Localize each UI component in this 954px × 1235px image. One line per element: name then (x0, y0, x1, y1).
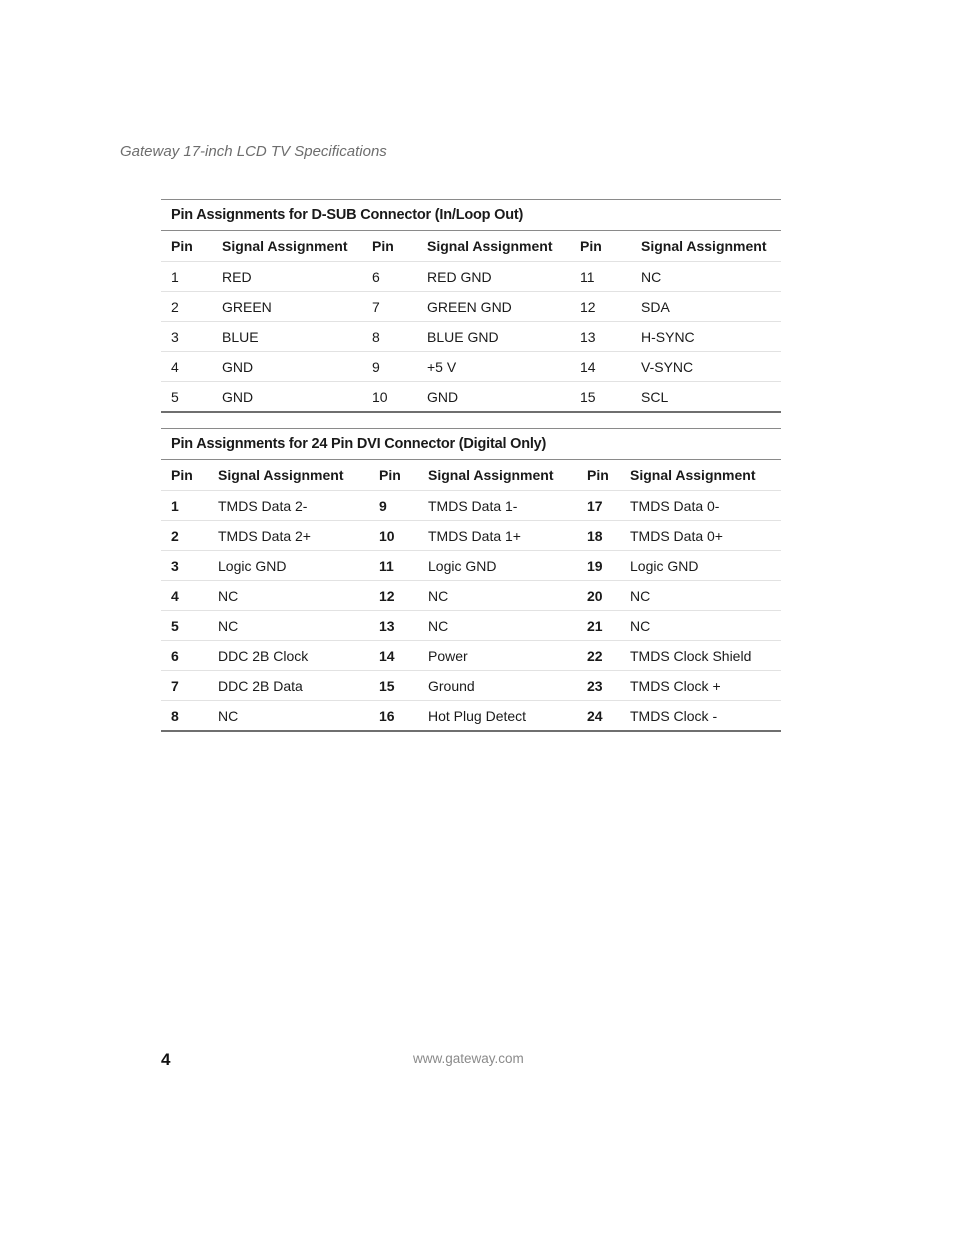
signal-assignment-cell: SDA (631, 292, 781, 322)
table-row (161, 322, 781, 352)
signal-assignment-cell: TMDS Data 0+ (620, 521, 781, 551)
pin-number-cell: 10 (369, 521, 418, 551)
signal-assignment-cell: BLUE GND (417, 322, 570, 352)
column-header: Signal Assignment (620, 460, 781, 491)
signal-assignment-cell: GREEN (212, 292, 362, 322)
signal-assignment-cell: GND (417, 382, 570, 413)
column-header: Pin (577, 460, 620, 491)
dsub-pin-table (161, 199, 781, 413)
dvi-header-row (161, 460, 781, 491)
signal-assignment-cell: TMDS Data 0- (620, 491, 781, 521)
page-number: 4 (161, 1050, 171, 1069)
table-row (161, 671, 781, 701)
signal-assignment-cell: BLUE (212, 322, 362, 352)
table-row (161, 521, 781, 551)
signal-assignment-cell: Ground (418, 671, 577, 701)
signal-assignment-cell: NC (418, 581, 577, 611)
pin-number-cell: 22 (577, 641, 620, 671)
signal-assignment-cell: GREEN GND (417, 292, 570, 322)
pin-number-cell: 10 (362, 382, 417, 413)
pin-number-cell: 16 (369, 701, 418, 732)
pin-number-cell: 7 (161, 671, 208, 701)
pin-number-cell: 13 (369, 611, 418, 641)
pin-number-cell: 14 (570, 352, 631, 382)
table-row (161, 551, 781, 581)
pin-number-cell: 23 (577, 671, 620, 701)
signal-assignment-cell: TMDS Clock + (620, 671, 781, 701)
table-row (161, 611, 781, 641)
dsub-header-row (161, 231, 781, 262)
pin-number-cell: 17 (577, 491, 620, 521)
column-header: Pin (161, 460, 208, 491)
column-header: Pin (570, 231, 631, 262)
table-row (161, 262, 781, 292)
dvi-pin-table (161, 428, 781, 732)
pin-number-cell: 11 (369, 551, 418, 581)
signal-assignment-cell: SCL (631, 382, 781, 413)
signal-assignment-cell: NC (620, 581, 781, 611)
column-header: Signal Assignment (418, 460, 577, 491)
signal-assignment-cell: Power (418, 641, 577, 671)
footer-url: www.gateway.com (413, 1051, 524, 1066)
pin-number-cell: 11 (570, 262, 631, 292)
signal-assignment-cell: +5 V (417, 352, 570, 382)
pin-number-cell: 1 (161, 262, 212, 292)
signal-assignment-cell: V-SYNC (631, 352, 781, 382)
column-header: Signal Assignment (212, 231, 362, 262)
pin-number-cell: 2 (161, 292, 212, 322)
pin-number-cell: 1 (161, 491, 208, 521)
pin-number-cell: 6 (161, 641, 208, 671)
signal-assignment-cell: NC (208, 581, 369, 611)
pin-number-cell: 24 (577, 701, 620, 732)
pin-number-cell: 12 (570, 292, 631, 322)
pin-number-cell: 2 (161, 521, 208, 551)
signal-assignment-cell: NC (631, 262, 781, 292)
signal-assignment-cell: RED GND (417, 262, 570, 292)
signal-assignment-cell: TMDS Data 2+ (208, 521, 369, 551)
signal-assignment-cell: NC (208, 611, 369, 641)
pin-number-cell: 5 (161, 382, 212, 413)
signal-assignment-cell: Logic GND (620, 551, 781, 581)
dsub-table-title: Pin Assignments for D-SUB Connector (In/Loop Out) (161, 200, 781, 231)
pin-number-cell: 6 (362, 262, 417, 292)
pin-number-cell: 21 (577, 611, 620, 641)
pin-number-cell: 14 (369, 641, 418, 671)
running-header: Gateway 17-inch LCD TV Specifications (120, 143, 387, 160)
signal-assignment-cell: GND (212, 382, 362, 413)
signal-assignment-cell: TMDS Clock Shield (620, 641, 781, 671)
table-row (161, 491, 781, 521)
pin-number-cell: 7 (362, 292, 417, 322)
dvi-table-body (161, 491, 781, 732)
signal-assignment-cell: TMDS Data 1- (418, 491, 577, 521)
pin-number-cell: 15 (369, 671, 418, 701)
signal-assignment-cell: TMDS Data 1+ (418, 521, 577, 551)
pin-number-cell: 3 (161, 551, 208, 581)
signal-assignment-cell: TMDS Clock - (620, 701, 781, 732)
column-header: Signal Assignment (631, 231, 781, 262)
signal-assignment-cell: DDC 2B Data (208, 671, 369, 701)
dsub-table-body (161, 262, 781, 413)
signal-assignment-cell: DDC 2B Clock (208, 641, 369, 671)
table-row (161, 292, 781, 322)
signal-assignment-cell: H-SYNC (631, 322, 781, 352)
table-row (161, 382, 781, 413)
signal-assignment-cell: Hot Plug Detect (418, 701, 577, 732)
column-header: Pin (161, 231, 212, 262)
dvi-table-title: Pin Assignments for 24 Pin DVI Connector (Digital Only) (161, 429, 781, 460)
pin-number-cell: 12 (369, 581, 418, 611)
pin-number-cell: 19 (577, 551, 620, 581)
signal-assignment-cell: NC (208, 701, 369, 732)
pin-number-cell: 9 (369, 491, 418, 521)
column-header: Signal Assignment (417, 231, 570, 262)
signal-assignment-cell: RED (212, 262, 362, 292)
table-row (161, 352, 781, 382)
column-header: Signal Assignment (208, 460, 369, 491)
signal-assignment-cell: NC (418, 611, 577, 641)
signal-assignment-cell: Logic GND (418, 551, 577, 581)
pin-number-cell: 4 (161, 352, 212, 382)
signal-assignment-cell: GND (212, 352, 362, 382)
pin-number-cell: 5 (161, 611, 208, 641)
pin-number-cell: 18 (577, 521, 620, 551)
pin-number-cell: 3 (161, 322, 212, 352)
signal-assignment-cell: TMDS Data 2- (208, 491, 369, 521)
pin-number-cell: 15 (570, 382, 631, 413)
pin-number-cell: 4 (161, 581, 208, 611)
pin-number-cell: 8 (161, 701, 208, 732)
table-row (161, 581, 781, 611)
column-header: Pin (369, 460, 418, 491)
pin-number-cell: 9 (362, 352, 417, 382)
signal-assignment-cell: NC (620, 611, 781, 641)
table-row (161, 701, 781, 732)
pin-number-cell: 20 (577, 581, 620, 611)
table-row (161, 641, 781, 671)
signal-assignment-cell: Logic GND (208, 551, 369, 581)
column-header: Pin (362, 231, 417, 262)
pin-number-cell: 13 (570, 322, 631, 352)
pin-number-cell: 8 (362, 322, 417, 352)
